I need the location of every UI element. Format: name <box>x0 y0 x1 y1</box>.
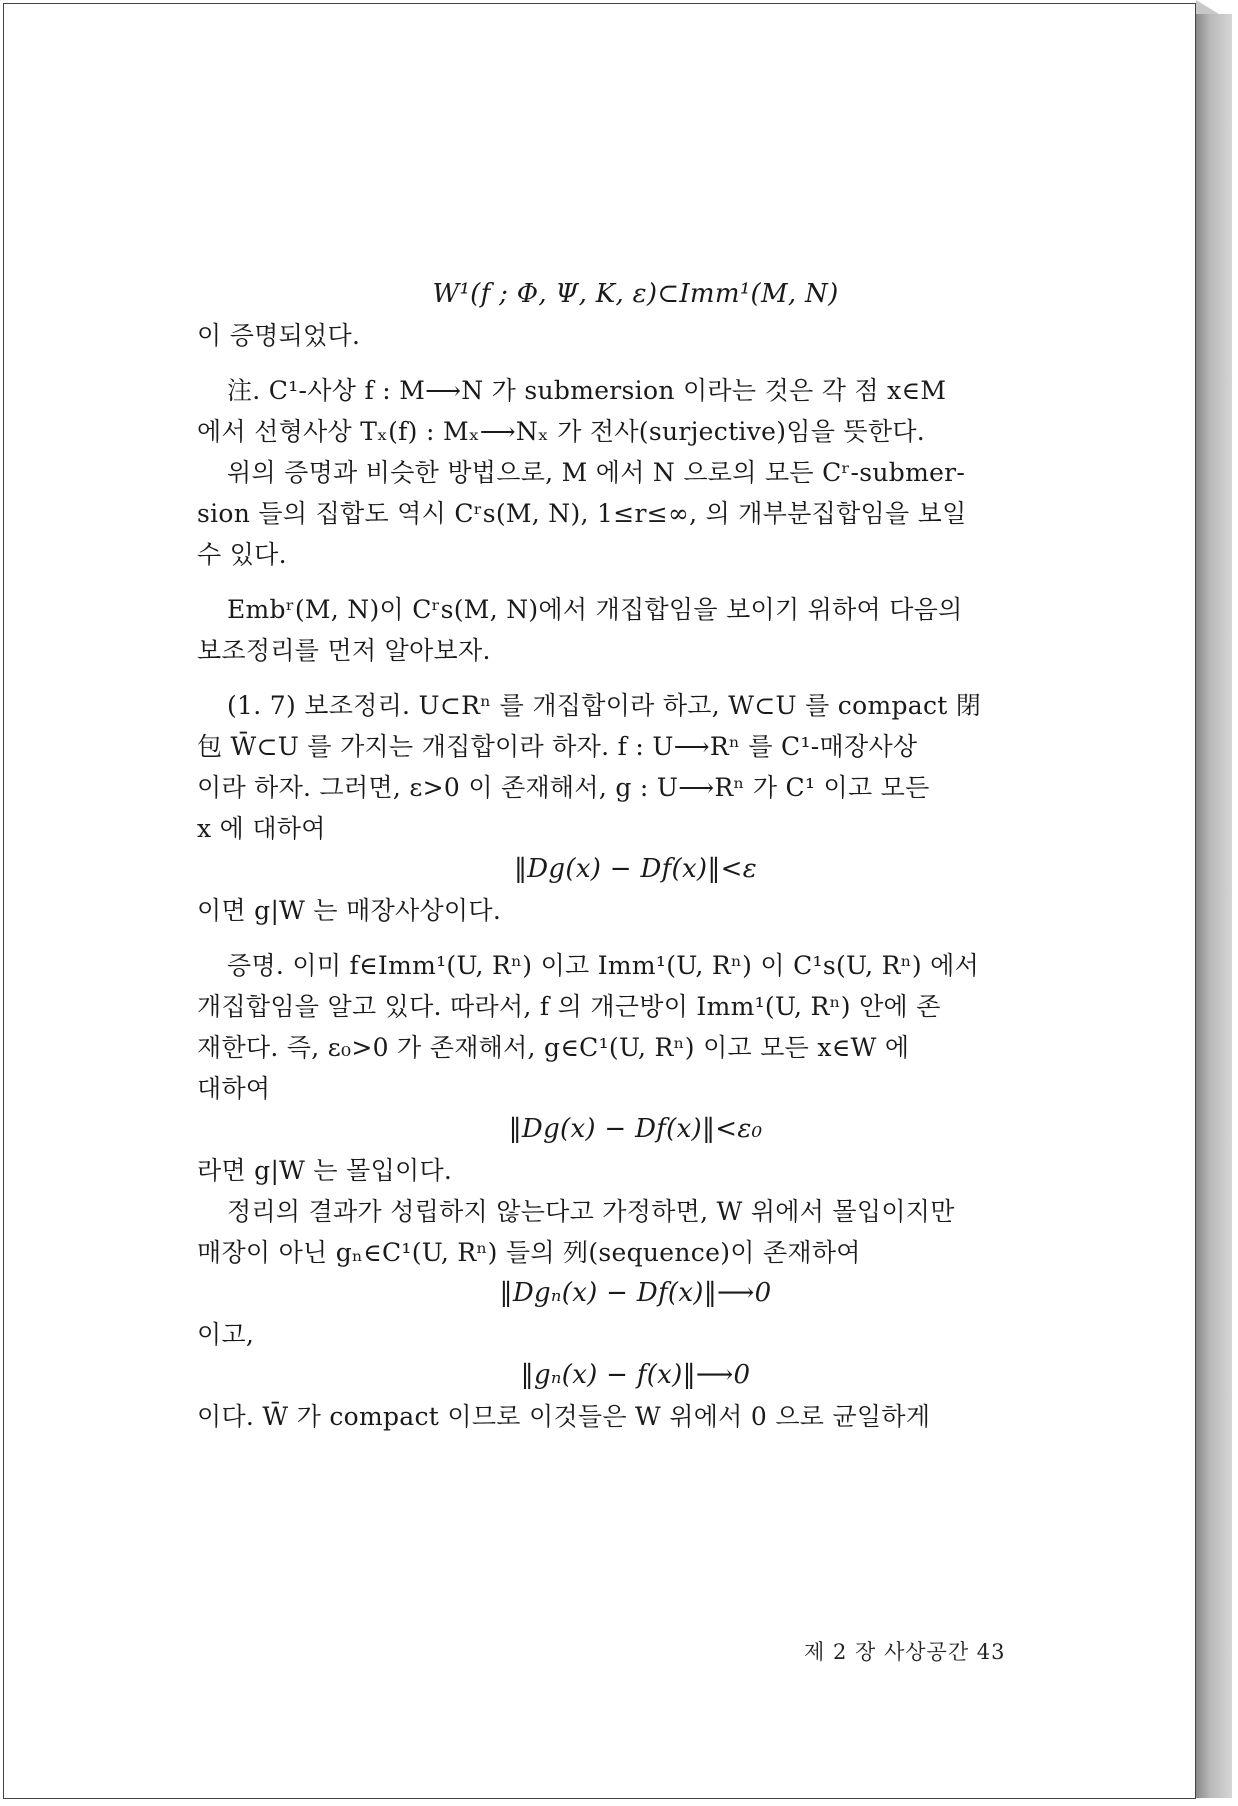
text-line: 注. C¹-사상 f : M⟶N 가 submersion 이라는 것은 각 점 x∈M <box>227 376 947 405</box>
text-line: Embʳ(M, N)이 Cʳs(M, N)에서 개집합임을 보이기 위하여 다음의 <box>227 595 963 624</box>
display-equation: ‖Dgₙ(x) − Df(x)‖⟶0 <box>499 1278 772 1308</box>
text-line: 이다. W̄ 가 compact 이므로 이것들은 W 위에서 0 으로 균일하게 <box>197 1402 931 1431</box>
text-line: 위의 증명과 비슷한 방법으로, M 에서 N 으로의 모든 Cʳ-submer- <box>227 458 966 487</box>
page-body <box>197 274 1074 1437</box>
text-line: (1. 7) 보조정리. U⊂Rⁿ 를 개집합이라 하고, W⊂U 를 compact 閉 <box>227 691 982 720</box>
page-footer: 제 2 장 사상공간 43 <box>804 1640 1006 1664</box>
book-page <box>3 3 1196 1799</box>
text-line: sion 들의 집합도 역시 Cʳs(M, N), 1≤r≤∞, 의 개부분집합임을 보일 <box>197 499 967 528</box>
text-line: 수 있다. <box>197 540 287 569</box>
display-equation: ‖Dg(x) − Df(x)‖<ε <box>513 854 757 884</box>
display-equation: ‖gₙ(x) − f(x)‖⟶0 <box>520 1360 751 1390</box>
text-line: 라면 g|W 는 몰입이다. <box>197 1156 453 1185</box>
paragraph-gap <box>197 575 1074 589</box>
paragraph-gap <box>197 356 1074 370</box>
text-line: 대하여 <box>197 1074 271 1103</box>
page-edge-shadow <box>1196 14 1232 1798</box>
text-line: x 에 대하여 <box>197 814 326 843</box>
text-line: 에서 선형사상 Tₓ(f) : Mₓ⟶Nₓ 가 전사(surjective)임을 뜻한다. <box>197 417 926 446</box>
display-equation: W¹(f ; Φ, Ψ, K, ε)⊂Imm¹(M, N) <box>432 279 839 309</box>
text-line: 매장이 아닌 gₙ∈C¹(U, Rⁿ) 들의 列(sequence)이 존재하여 <box>197 1238 861 1267</box>
text-line: 증명. 이미 f∈Imm¹(U, Rⁿ) 이고 Imm¹(U, Rⁿ) 이 C¹s(U, Rⁿ) 에서 <box>227 951 980 980</box>
text-line: 보조정리를 먼저 알아보자. <box>197 636 491 665</box>
text-line: 이 증명되었다. <box>197 321 361 350</box>
display-equation: ‖Dg(x) − Df(x)‖<ε₀ <box>508 1114 763 1144</box>
text-line: 이라 하자. 그러면, ε>0 이 존재해서, g : U⟶Rⁿ 가 C¹ 이고 모든 <box>197 773 930 802</box>
text-line: 정리의 결과가 성립하지 않는다고 가정하면, W 위에서 몰입이지만 <box>227 1197 955 1226</box>
text-line: 개집합임을 알고 있다. 따라서, f 의 개근방이 Imm¹(U, Rⁿ) 안에 존 <box>197 992 941 1021</box>
text-line: 재한다. 즉, ε₀>0 가 존재해서, g∈C¹(U, Rⁿ) 이고 모든 x∈W 에 <box>197 1033 910 1062</box>
paragraph-gap <box>197 671 1074 685</box>
text-line: 이면 g|W 는 매장사상이다. <box>197 896 502 925</box>
text-line: 包 W̄⊂U 를 가지는 개집합이라 하자. f : U⟶Rⁿ 를 C¹-매장사상 <box>197 732 918 761</box>
text-line: 이고, <box>197 1320 255 1349</box>
paragraph-gap <box>197 931 1074 945</box>
